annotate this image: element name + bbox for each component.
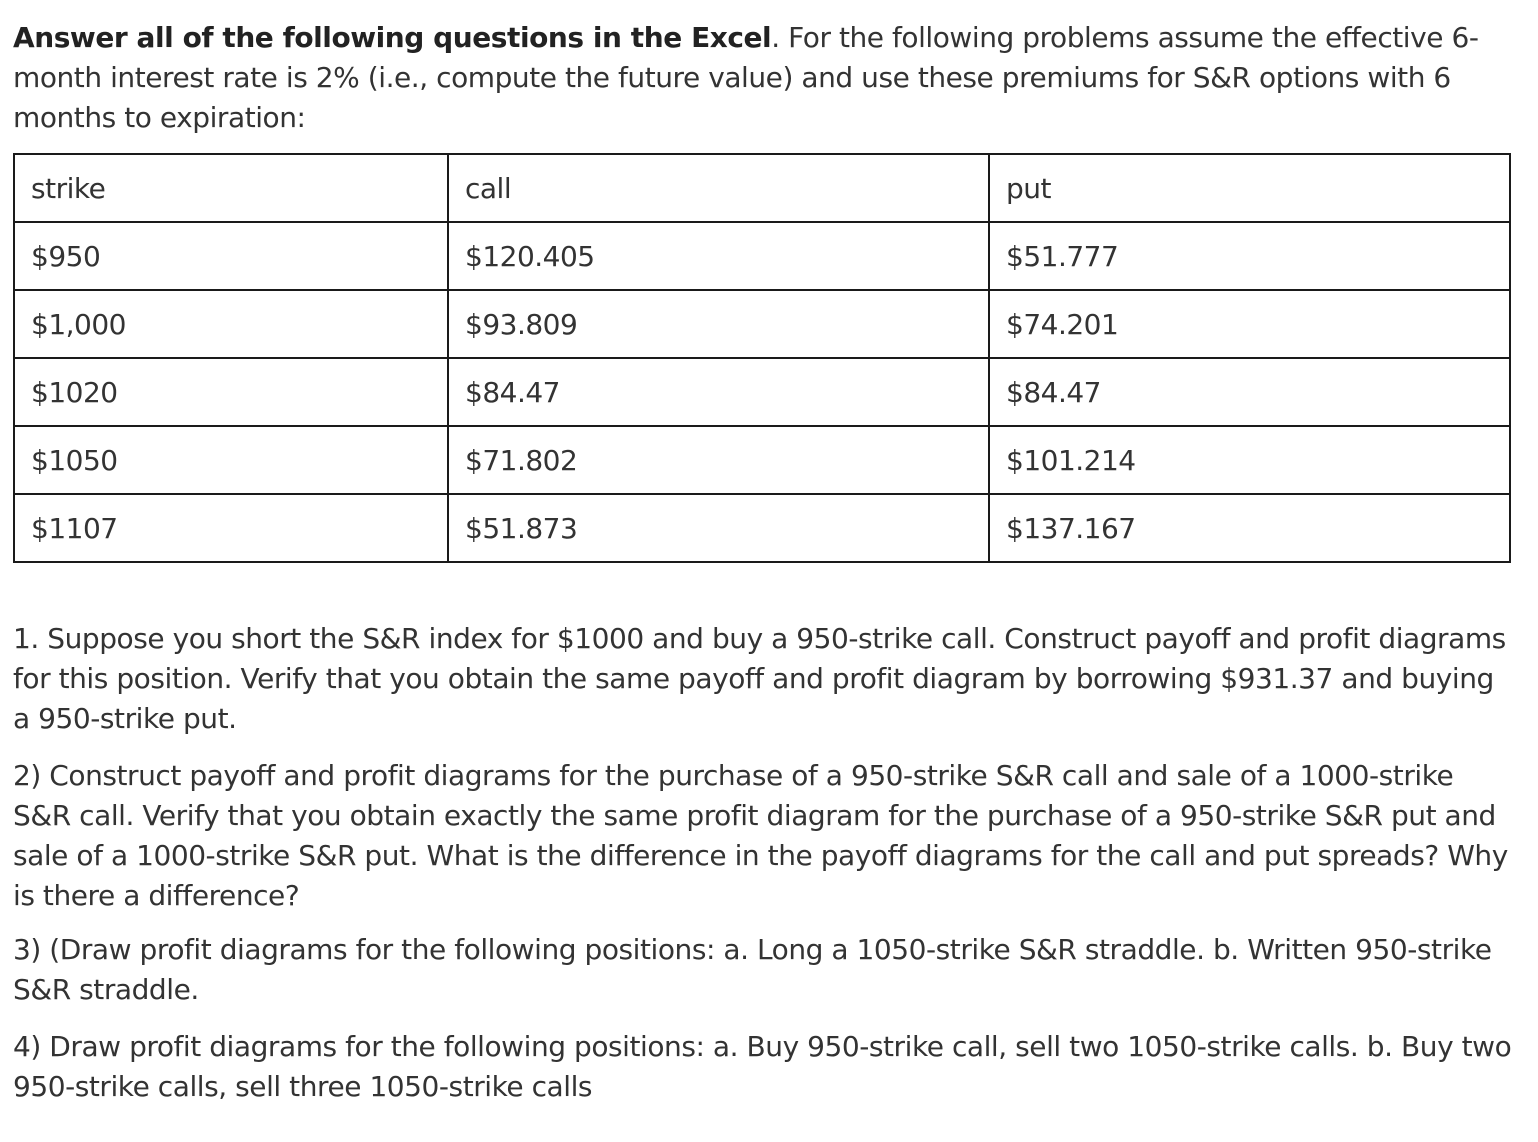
intro-text: . For the following problems assume the effective 6-month interest rate is 2% (i.e., compute the future value) and use these premiums for S&R options with 6 months to expiration:	[13, 21, 1479, 134]
strike-cell: $950	[14, 222, 448, 290]
call-cell: $51.873	[448, 494, 989, 562]
table-row	[14, 358, 1510, 426]
strike-cell: $1,000	[14, 290, 448, 358]
call-cell: $84.47	[448, 358, 989, 426]
strike-cell: $1050	[14, 426, 448, 494]
put-cell: $74.201	[989, 290, 1510, 358]
table-row	[14, 494, 1510, 562]
question-2: 2) Construct payoff and profit diagrams for the purchase of a 950-strike S&R call and sale of a 1000-strike S&R call. Verify that you obtain exactly the same profit diagram for the purchase of a 950-strike S&R put and sale of a 1000-strike S&R put. What is the difference in the payoff diagrams for the call and put spreads? Why is there a difference?	[13, 759, 1508, 912]
table-row	[14, 290, 1510, 358]
strike-cell: $1107	[14, 494, 448, 562]
question-1: 1. Suppose you short the S&R index for $1000 and buy a 950-strike call. Construct payoff and profit diagrams for this position. Verify that you obtain the same payoff and profit diagram by borrowing $931.37 and buying a 950-strike put.	[13, 622, 1506, 735]
header-put: put	[989, 154, 1510, 222]
intro-paragraph	[13, 18, 1503, 138]
intro-bold-text: Answer all of the following questions in the Excel	[13, 21, 772, 54]
header-call: call	[448, 154, 989, 222]
put-cell: $84.47	[989, 358, 1510, 426]
put-cell: $51.777	[989, 222, 1510, 290]
call-cell: $71.802	[448, 426, 989, 494]
call-cell: $120.405	[448, 222, 989, 290]
put-cell: $101.214	[989, 426, 1510, 494]
strike-cell: $1020	[14, 358, 448, 426]
table-header-row	[14, 154, 1510, 222]
option-premium-table	[13, 153, 1511, 563]
table-row	[14, 426, 1510, 494]
table-row	[14, 222, 1510, 290]
call-cell: $93.809	[448, 290, 989, 358]
header-strike: strike	[14, 154, 448, 222]
question-4: 4) Draw profit diagrams for the following positions: a. Buy 950-strike call, sell two 1050-strike calls. b. Buy two 950-strike calls, sell three 1050-strike calls	[13, 1030, 1512, 1103]
put-cell: $137.167	[989, 494, 1510, 562]
question-3: 3) (Draw profit diagrams for the following positions: a. Long a 1050-strike S&R straddle. b. Written 950-strike S&R straddle.	[13, 933, 1492, 1006]
